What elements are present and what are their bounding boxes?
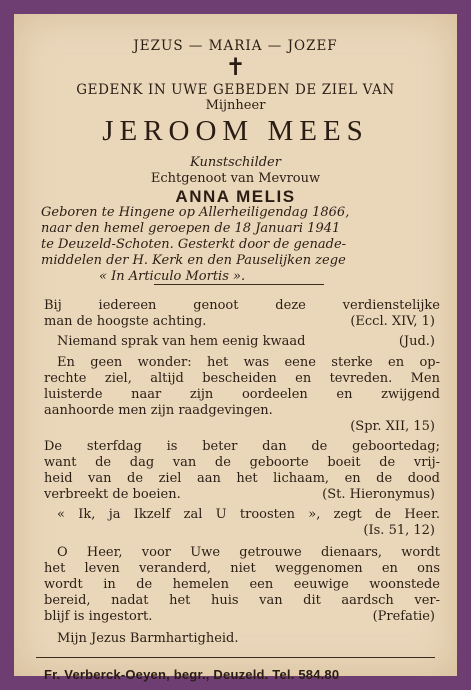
quote-source: (Eccl. XIV, 1) — [350, 314, 435, 329]
spouse-intro: Echtgenoot van Mevrouw — [150, 171, 321, 186]
quote-line: Niemand sprak van hem eenig kwaad — [57, 334, 306, 349]
quote-line: De sterfdag is beter dan de geboortedag; — [44, 439, 440, 454]
profession: Kunstschilder — [190, 155, 281, 170]
quote-line: wordt in de hemelen een eeuwige woonstede — [44, 577, 440, 592]
quote-source: (Is. 51, 12) — [363, 523, 435, 538]
quote-line: O Heer, voor Uwe getrouwe dienaars, wordt — [57, 545, 440, 560]
bio-line: te Deuzeld-Schoten. Gesterkt door de genade- — [41, 237, 347, 252]
bio-line: Geboren te Hingene op Allerheiligendag 1866, — [41, 205, 350, 220]
title-mijnheer: Mijnheer — [205, 98, 266, 113]
quote-line: want de dag van de geboorte boeit de vrij- — [44, 455, 440, 470]
quote-source: (St. Hieronymus) — [322, 487, 435, 502]
gedenk-line: GEDENK IN UWE GEBEDEN DE ZIEL VAN — [76, 82, 395, 98]
quote-source: (Spr. XII, 15) — [350, 419, 435, 434]
bio-line: « In Articulo Mortis ». — [99, 269, 246, 284]
invocation: JEZUS — MARIA — JOZEF — [133, 38, 338, 54]
quote-line: aanhoorde men zijn raadgevingen. — [44, 403, 273, 418]
quote-line: man de hoogste achting. — [44, 314, 207, 329]
spouse-name: ANNA MELIS — [175, 187, 296, 206]
printer-credit: Fr. Verberck-Oeyen, begr., Deuzeld. Tel. 584.80 — [44, 667, 340, 682]
deceased-name: JEROOM MEES — [102, 115, 369, 147]
quote-line: En geen wonder: het was eene sterke en op- — [57, 355, 440, 370]
quote-line: « Ik, ja Ikzelf zal U troosten », zegt de Heer. — [57, 507, 440, 522]
closing-prayer: Mijn Jezus Barmhartigheid. — [57, 631, 239, 646]
divider — [154, 284, 324, 285]
memorial-card — [14, 14, 457, 682]
bio-line: middelen der H. Kerk en den Pauselijken zege — [41, 253, 346, 268]
quote-line: het leven veranderd, niet weggenomen en ons — [44, 561, 440, 576]
quote-line: verbreekt de boeien. — [44, 487, 181, 502]
quote-source: (Jud.) — [398, 334, 435, 349]
quote-line: rechte ziel, altijd bescheiden en tevreden. Men — [44, 371, 440, 386]
quote-line: luisterde naar zijn oordeelen en zwijgend — [44, 387, 440, 402]
quote-line: bereid, nadat het huis van dit aardsch ver- — [44, 593, 440, 608]
bio-line: naar den hemel geroepen de 18 Januari 1941 — [41, 221, 341, 236]
quote-source: (Prefatie) — [372, 609, 435, 624]
quote-line: blijf is ingestort. — [44, 609, 153, 624]
footer-divider — [36, 657, 435, 658]
quote-line: Bij iedereen genoot deze verdienstelijke — [44, 298, 440, 313]
quote-line: heid van de ziel aan het lichaam, en de dood — [44, 471, 440, 486]
cross-icon: ✝ — [225, 53, 246, 81]
